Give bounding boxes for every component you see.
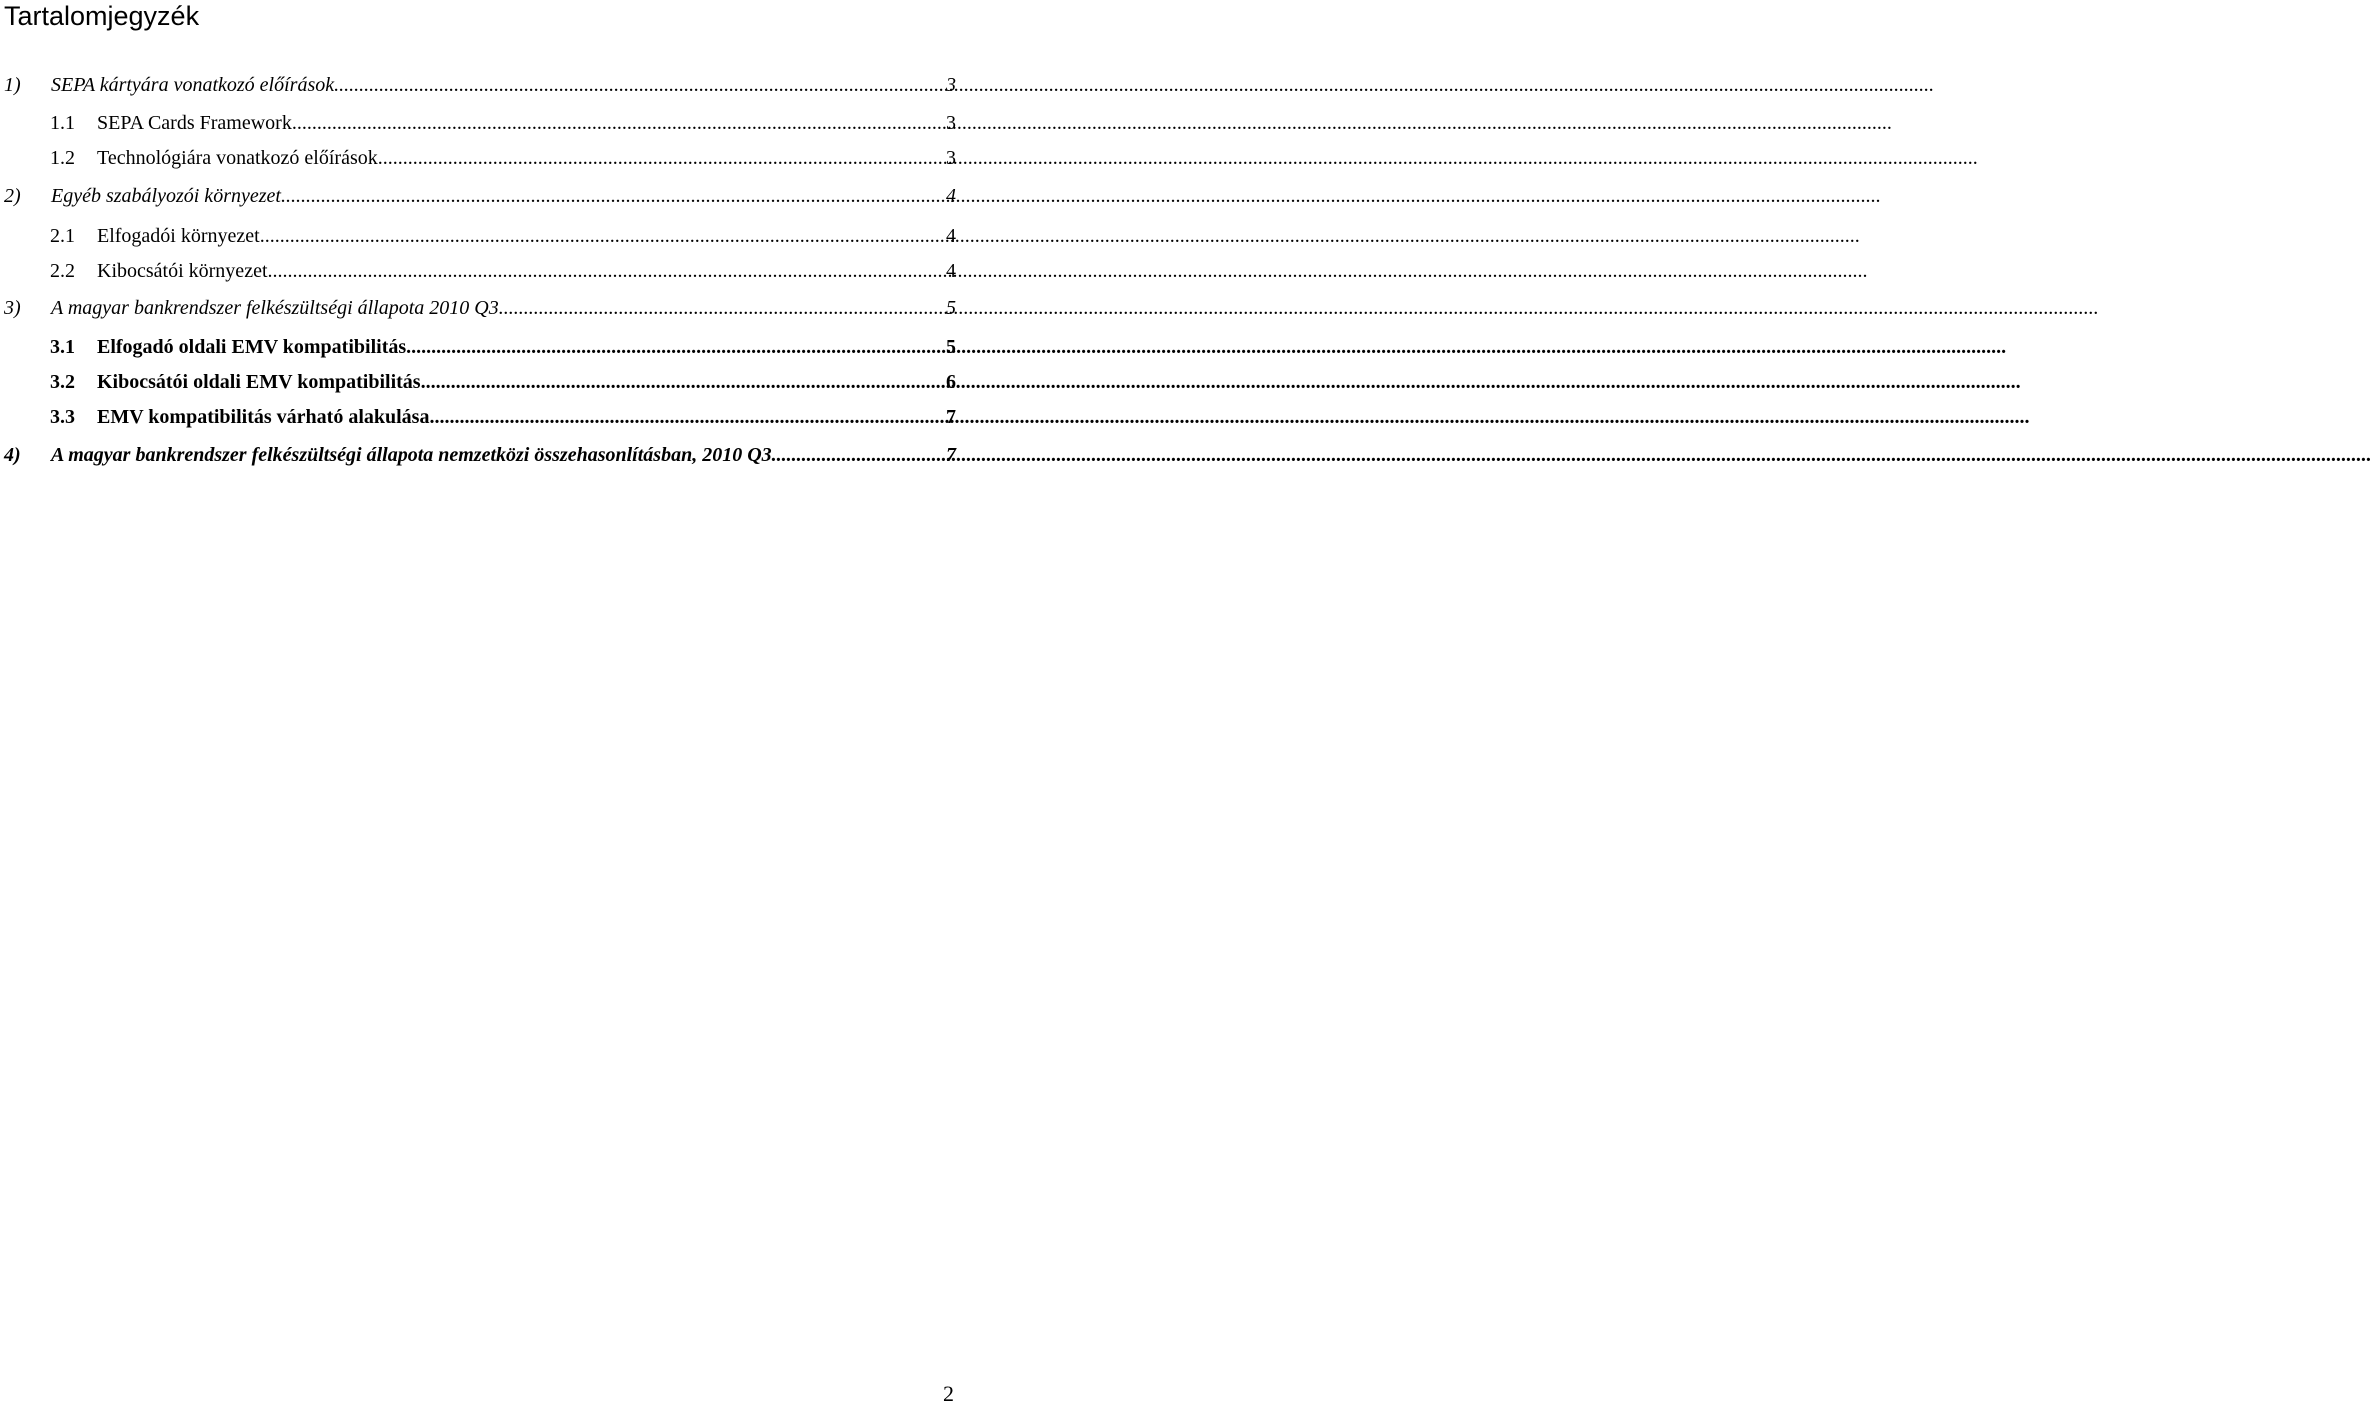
toc-entry-text: Kibocsátói környezet [97,260,268,282]
toc-entry-text: Kibocsátói oldali EMV kompatibilitás [97,371,421,393]
toc-dot-leader [429,403,946,431]
toc-entry-number: 1) [4,74,21,96]
toc-entry-text: Technológiára vonatkozó előírások [97,147,378,169]
toc-entry[interactable] [0,333,960,361]
toc-entry-number: 3) [4,297,21,319]
toc-dot-leader [772,441,946,469]
toc-entry-number: 3.1 [50,336,75,358]
toc-entry-number: 3.2 [50,371,75,393]
toc-entry[interactable] [0,71,960,99]
toc-entry[interactable] [0,294,960,322]
toc-entry[interactable] [0,257,960,285]
toc-dot-leader [334,71,946,99]
toc-entry-number: 2) [4,185,21,207]
toc-entry-text: Elfogadó oldali EMV kompatibilitás [97,336,407,358]
toc-dot-leader [281,182,946,210]
toc-entry-page: 3 [946,74,956,96]
toc-entry-page: 4 [946,185,956,207]
toc-dot-leader [421,368,946,396]
toc-entry-text: SEPA Cards Framework [97,112,292,134]
toc-entry-page: 7 [946,444,956,466]
toc-entry[interactable] [0,222,960,250]
toc-dot-leader [378,144,946,172]
toc-dot-leader [260,222,946,250]
toc-dot-leader [406,333,946,361]
toc-dot-leader [292,109,946,137]
toc-entry-text: Egyéb szabályozói környezet [51,185,281,207]
toc-entry-number: 2.2 [50,260,75,282]
toc-entry-text: A magyar bankrendszer felkészültségi állapota nemzetközi összehasonlításban, 2010 Q3 [51,444,772,466]
toc-entry-number: 1.1 [50,112,75,134]
toc-dot-leader [499,294,946,322]
toc-entry-page: 5 [946,297,956,319]
toc-entry-text: A magyar bankrendszer felkészültségi állapota 2010 Q3 [51,297,499,319]
toc-title: Tartalomjegyzék [4,1,200,31]
page-number: 2 [943,1381,954,1406]
toc-entry-text: EMV kompatibilitás várható alakulása [97,406,430,428]
toc-dot-leader [268,257,947,285]
toc-entry-page: 6 [946,371,956,393]
toc-entry-number: 3.3 [50,406,75,428]
toc-entry-text: Elfogadói környezet [97,225,260,247]
toc-entry-page: 3 [946,147,956,169]
toc-entry-number: 2.1 [50,225,75,247]
toc-entry[interactable] [0,403,960,431]
toc-entry-page: 4 [946,260,956,282]
toc-list [0,0,960,1408]
toc-entry-page: 7 [946,406,956,428]
toc-entry[interactable] [0,144,960,172]
toc-entry[interactable] [0,368,960,396]
toc-entry-number: 4) [4,444,21,466]
toc-entry-page: 3 [946,112,956,134]
toc-entry-page: 4 [946,225,956,247]
toc-entry[interactable] [0,441,960,469]
toc-entry[interactable] [0,109,960,137]
toc-entry[interactable] [0,182,960,210]
toc-entry-page: 5 [946,336,956,358]
toc-entry-number: 1.2 [50,147,75,169]
toc-entry-text: SEPA kártyára vonatkozó előírások [51,74,335,96]
